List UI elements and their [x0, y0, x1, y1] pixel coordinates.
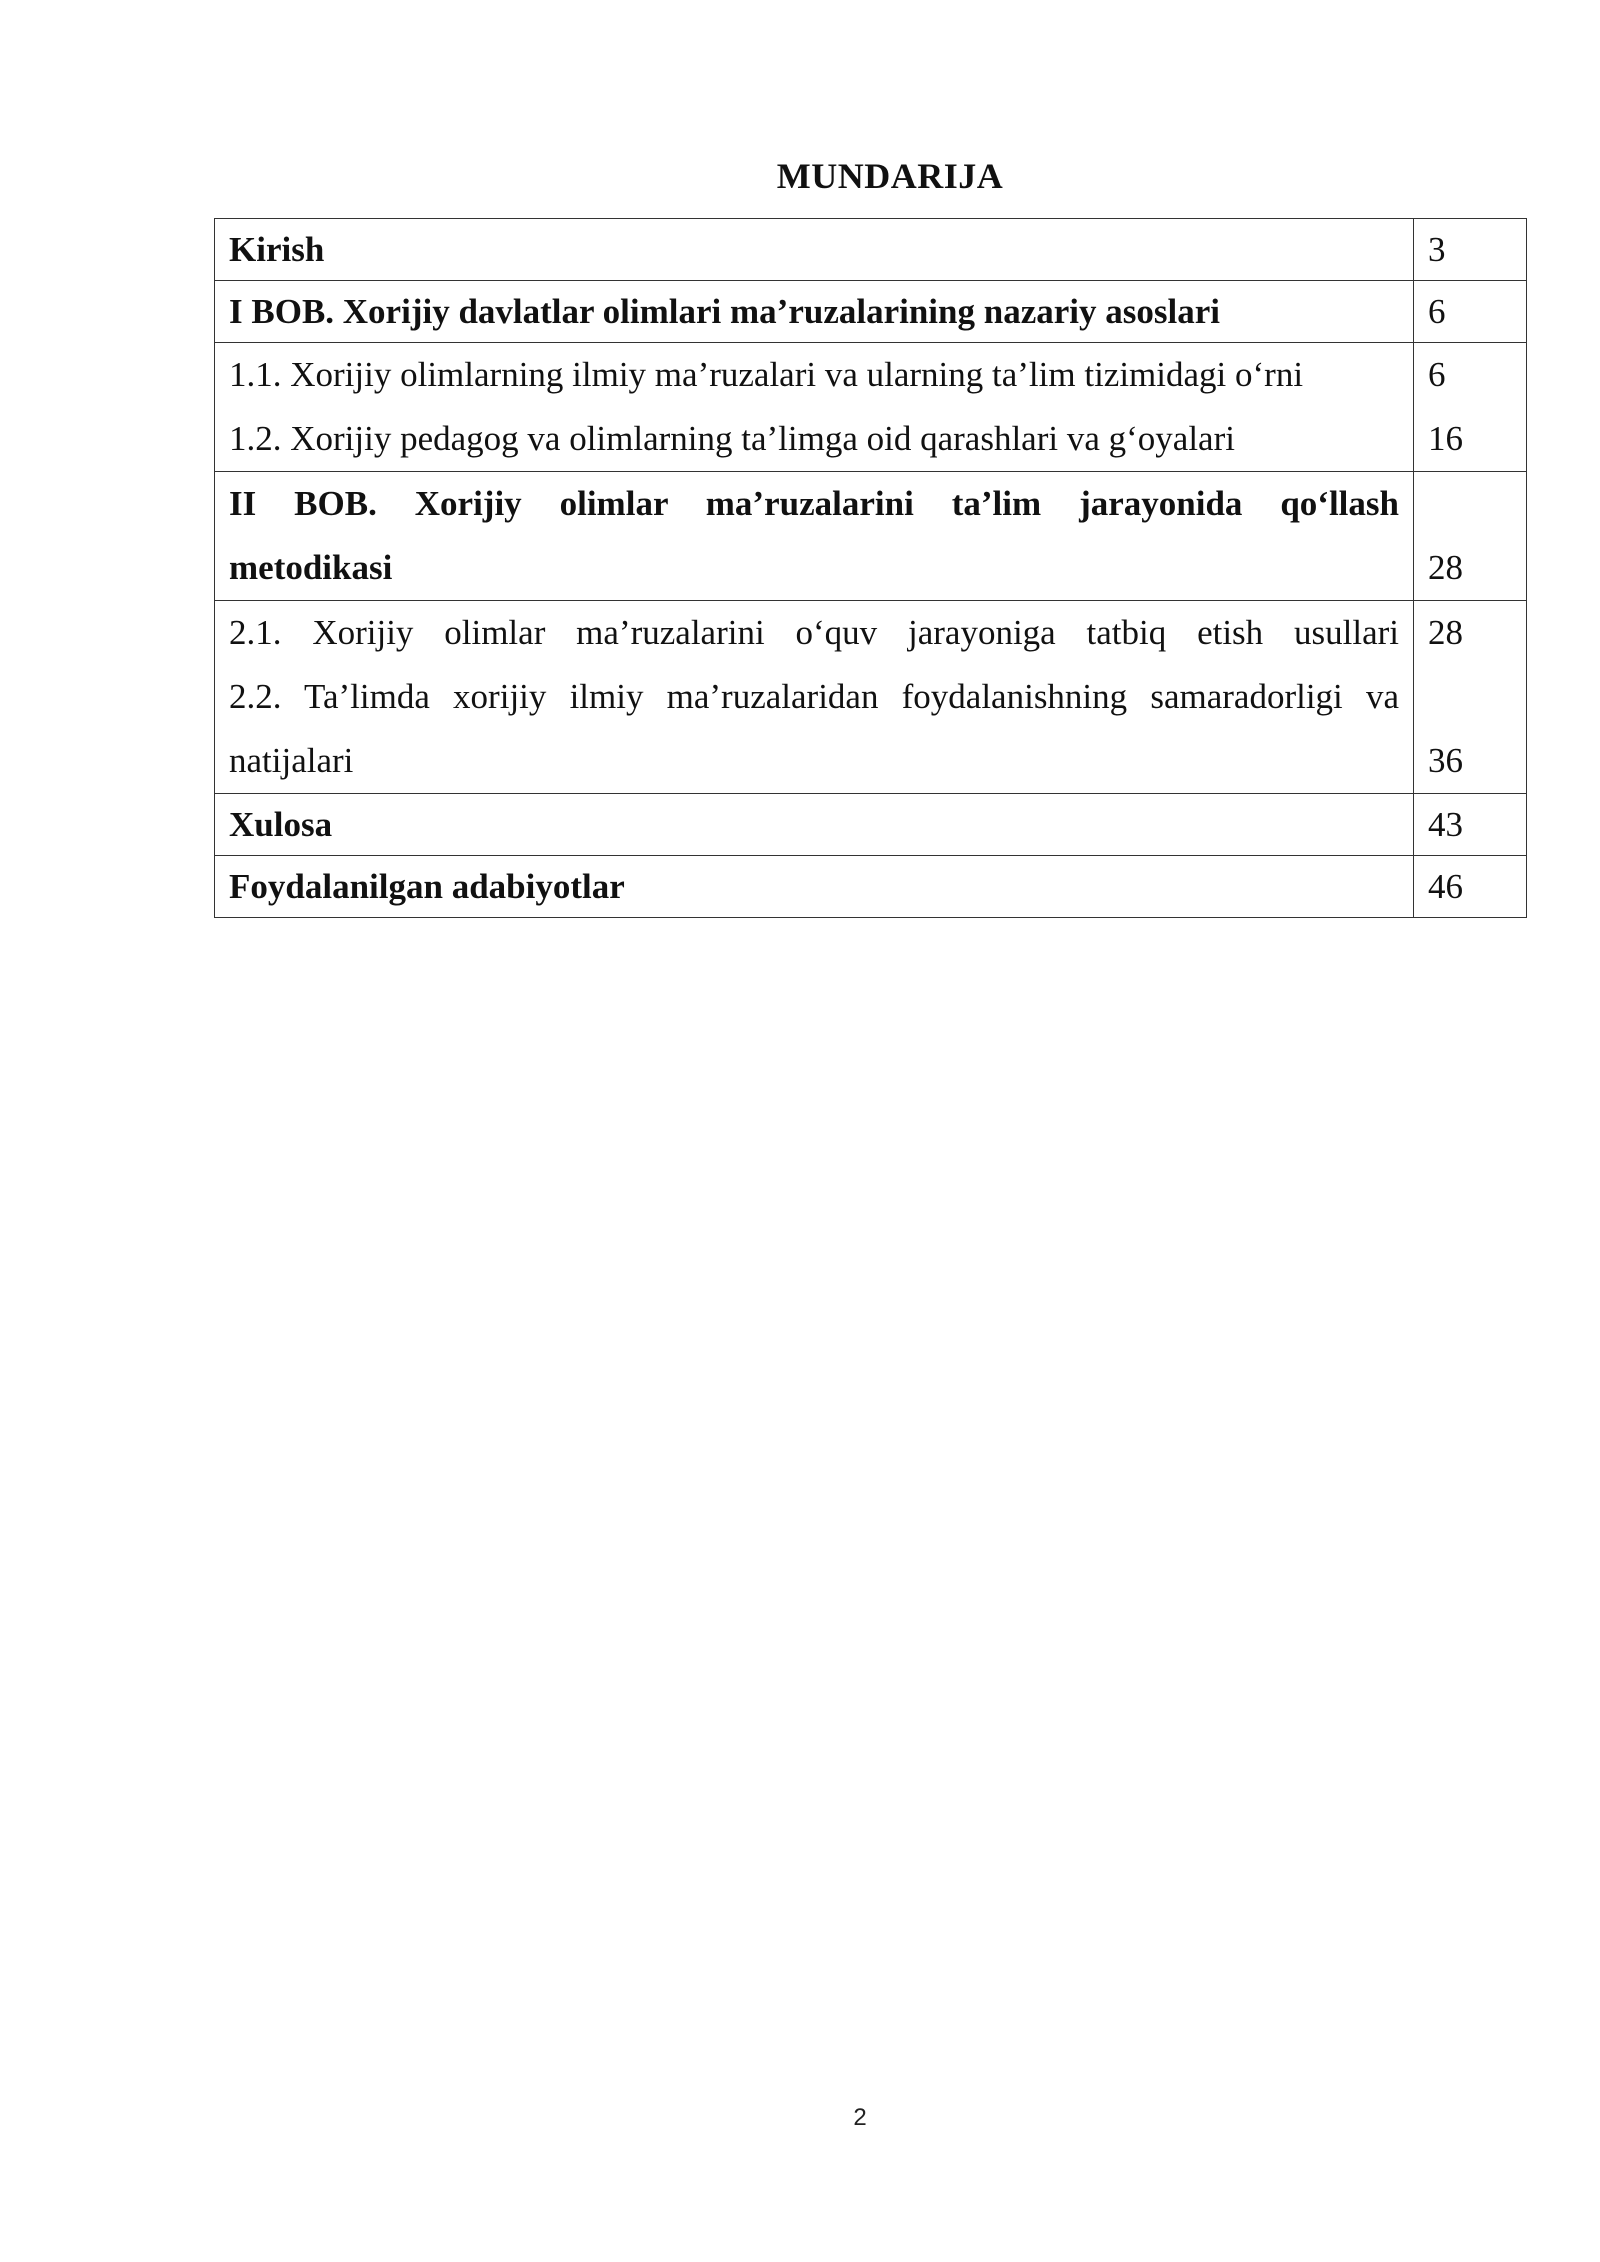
toc-entry-title-2-1: 2.1. Xorijiy olimlar ma’ruzalarini o‘quv jarayoniga tatbiq etish usullari: [229, 613, 1399, 652]
toc-entry-title-2-2-line2: natijalari: [229, 741, 354, 780]
toc-entry-page: 28: [1428, 548, 1463, 587]
toc-entry-title-1-1: 1.1. Xorijiy olimlarning ilmiy ma’ruzalari va ularning ta’lim tizimidagi o‘rni: [229, 355, 1304, 394]
toc-row-xulosa: [215, 794, 1527, 856]
toc-entry-title: I BOB. Xorijiy davlatlar olimlari ma’ruzalarining nazariy asoslari: [215, 281, 1414, 343]
toc-entry-title: Xulosa: [215, 794, 1414, 856]
toc-row-sections-1: [215, 343, 1527, 472]
table-of-contents: [214, 218, 1527, 918]
toc-entry-page: 43: [1414, 794, 1527, 856]
toc-entry-page-2-2: 36: [1428, 741, 1463, 780]
toc-entry-page-cell: [1414, 472, 1527, 601]
toc-section-group: [215, 601, 1414, 794]
page-number: 2: [853, 2104, 867, 2131]
toc-row-kirish: [215, 219, 1527, 281]
toc-section-pages: [1414, 343, 1527, 472]
toc-entry-page-1-1: 6: [1428, 355, 1446, 394]
toc-row-chapter-1: [215, 281, 1527, 343]
toc-entry-title: [215, 472, 1414, 601]
toc-entry-page-1-2: 16: [1428, 419, 1463, 458]
toc-entry-page: 3: [1414, 219, 1527, 281]
page-title: MUNDARIJA: [776, 156, 1004, 196]
toc-entry-title: Foydalanilgan adabiyotlar: [215, 856, 1414, 918]
toc-entry-title-2-2-line1: 2.2. Ta’limda xorijiy ilmiy ma’ruzalaridan foydalanishning samaradorligi va: [229, 677, 1399, 716]
toc-entry-page: 6: [1414, 281, 1527, 343]
toc-entry-title-1-2: 1.2. Xorijiy pedagog va olimlarning ta’limga oid qarashlari va g‘oyalari: [229, 419, 1235, 458]
blank-line: [1428, 665, 1518, 729]
toc-section-group: [215, 343, 1414, 472]
toc-section-pages: [1414, 601, 1527, 794]
blank-line: [1428, 472, 1518, 536]
toc-row-chapter-2: [215, 472, 1527, 601]
toc-entry-page-2-1: 28: [1428, 613, 1463, 652]
toc-row-adabiyotlar: [215, 856, 1527, 918]
toc-row-sections-2: [215, 601, 1527, 794]
toc-entry-title: Kirish: [215, 219, 1414, 281]
toc-entry-page: 46: [1414, 856, 1527, 918]
toc-entry-title-line: metodikasi: [229, 548, 393, 587]
toc-entry-title-line: II BOB. Xorijiy olimlar ma’ruzalarini ta’lim jarayonida qo‘llash: [229, 484, 1399, 523]
